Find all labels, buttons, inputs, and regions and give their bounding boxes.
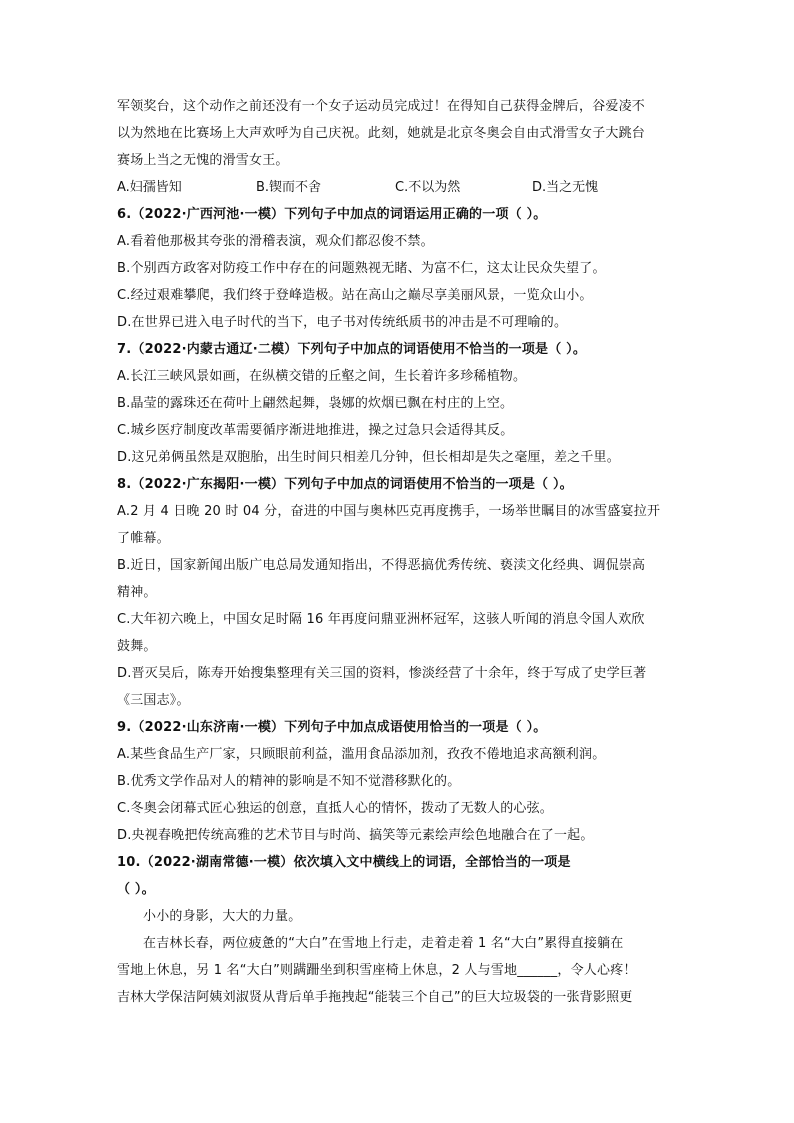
q8-stem: 8.（2022·广东揭阳·一模）下列句子中加点的词语使用不恰当的一项是（ ）。 [117,477,573,492]
q6-option-d: D.在世界已进入电子时代的当下，电子书对传统纸质书的冲击是不可理喻的。 [117,315,568,330]
q10-passage-line: 雪地上休息，另 1 名“大白”则蹒跚坐到积雪座椅上休息，2 人与雪地______，令人心疼！ [117,963,637,978]
q10-stem: 10.（2022·湖南常德·一模）依次填入文中横线上的词语，全部恰当的一项是 [117,855,571,870]
q7-stem: 7.（2022·内蒙古通辽·二模）下列句子中加点的词语使用不恰当的一项是（ ）。 [117,342,587,357]
q6-option-a: A.看着他那极其夸张的滑稽表演，观众们都忍俊不禁。 [117,234,434,249]
q6-option-b: B.个别西方政客对防疫工作中存在的问题熟视无睹、为富不仁，这太让民众失望了。 [117,261,606,276]
passage-line: 以为然地在比赛场上大声欢呼为自己庆祝。此刻，她就是北京冬奥会自由式滑雪女子大跳台 [117,126,646,141]
q9-stem: 9.（2022·山东济南·一模）下列句子中加点成语使用恰当的一项是（ ）。 [117,720,547,735]
q6-stem: 6.（2022·广西河池·一模）下列句子中加点的词语运用正确的一项（ ）。 [117,207,547,222]
q7-option-d: D.这兄弟俩虽然是双胞胎，出生时间只相差几分钟，但长相却是失之毫厘，差之千里。 [117,450,620,465]
q7-option-b: B.晶莹的露珠还在荷叶上翩然起舞，袅娜的炊烟已飘在村庄的上空。 [117,396,514,411]
q8-option-line: D.晋灭吴后，陈寿开始搜集整理有关三国的资料，惨淡经营了十余年，终于写成了史学巨著 [117,666,647,681]
q8-option-line: C.大年初六晚上，中国女足时隔 16 年再度问鼎亚洲杯冠军，这骇人听闻的消息令国人欢欣 [117,612,645,627]
q8-option-line: B.近日，国家新闻出版广电总局发通知指出，不得恶搞优秀传统、亵渎文化经典、调侃崇高 [117,558,646,573]
q9-option-c: C.冬奥会闭幕式匠心独运的创意，直抵人心的情怀，拨动了无数人的心弦。 [117,801,554,816]
q6-option-c: C.经过艰难攀爬，我们终于登峰造极。站在高山之巅尽享美丽风景，一览众山小。 [117,288,593,303]
q5-options [117,174,679,201]
q5-option-c: C.不以为然 [395,180,461,195]
q10-passage-line: 在吉林长春，两位疲惫的“大白”在雪地上行走，走着走着 1 名“大白”累得直接躺在 [143,936,624,951]
document-page [117,93,679,1011]
passage-line: 军领奖台，这个动作之前还没有一个女子运动员完成过！在得知自己获得金牌后，谷爱凌不 [117,99,646,114]
passage-line: 赛场上当之无愧的滑雪女王。 [117,153,289,168]
q9-option-b: B.优秀文学作品对人的精神的影响是不知不觉潜移默化的。 [117,774,461,789]
q8-option-line: 精神。 [117,585,157,600]
q7-option-c: C.城乡医疗制度改革需要循序渐进地推进，操之过急只会适得其反。 [117,423,514,438]
q5-option-d: D.当之无愧 [532,180,599,195]
q10-stem-cont: （ ）。 [117,882,155,897]
q10-passage-line: 吉林大学保洁阿姨刘淑贤从背后单手拖拽起“能装三个自己”的巨大垃圾袋的一张背影照更 [117,990,633,1005]
q10-passage-title: 小小的身影，大大的力量。 [143,909,302,924]
q9-option-a: A.某些食品生产厂家，只顾眼前利益，滥用食品添加剂，孜孜不倦地追求高额利润。 [117,747,606,762]
q8-option-line: 了帷幕。 [117,531,170,546]
q8-option-line: 鼓舞。 [117,639,157,654]
q8-option-line: A.2 月 4 日晚 20 时 04 分，奋进的中国与奥林匹克再度携手，一场举世瞩目的冰雪盛宴拉开 [117,504,661,519]
q8-option-line: 《三国志》。 [117,693,190,708]
q5-option-a: A.妇孺皆知 [117,180,182,195]
q9-option-d: D.央视春晚把传统高雅的艺术节目与时尚、搞笑等元素绘声绘色地融合在了一起。 [117,828,594,843]
q7-option-a: A.长江三峡风景如画，在纵横交错的丘壑之间，生长着许多珍稀植物。 [117,369,527,384]
q5-option-b: B.锲而不舍 [256,180,322,195]
